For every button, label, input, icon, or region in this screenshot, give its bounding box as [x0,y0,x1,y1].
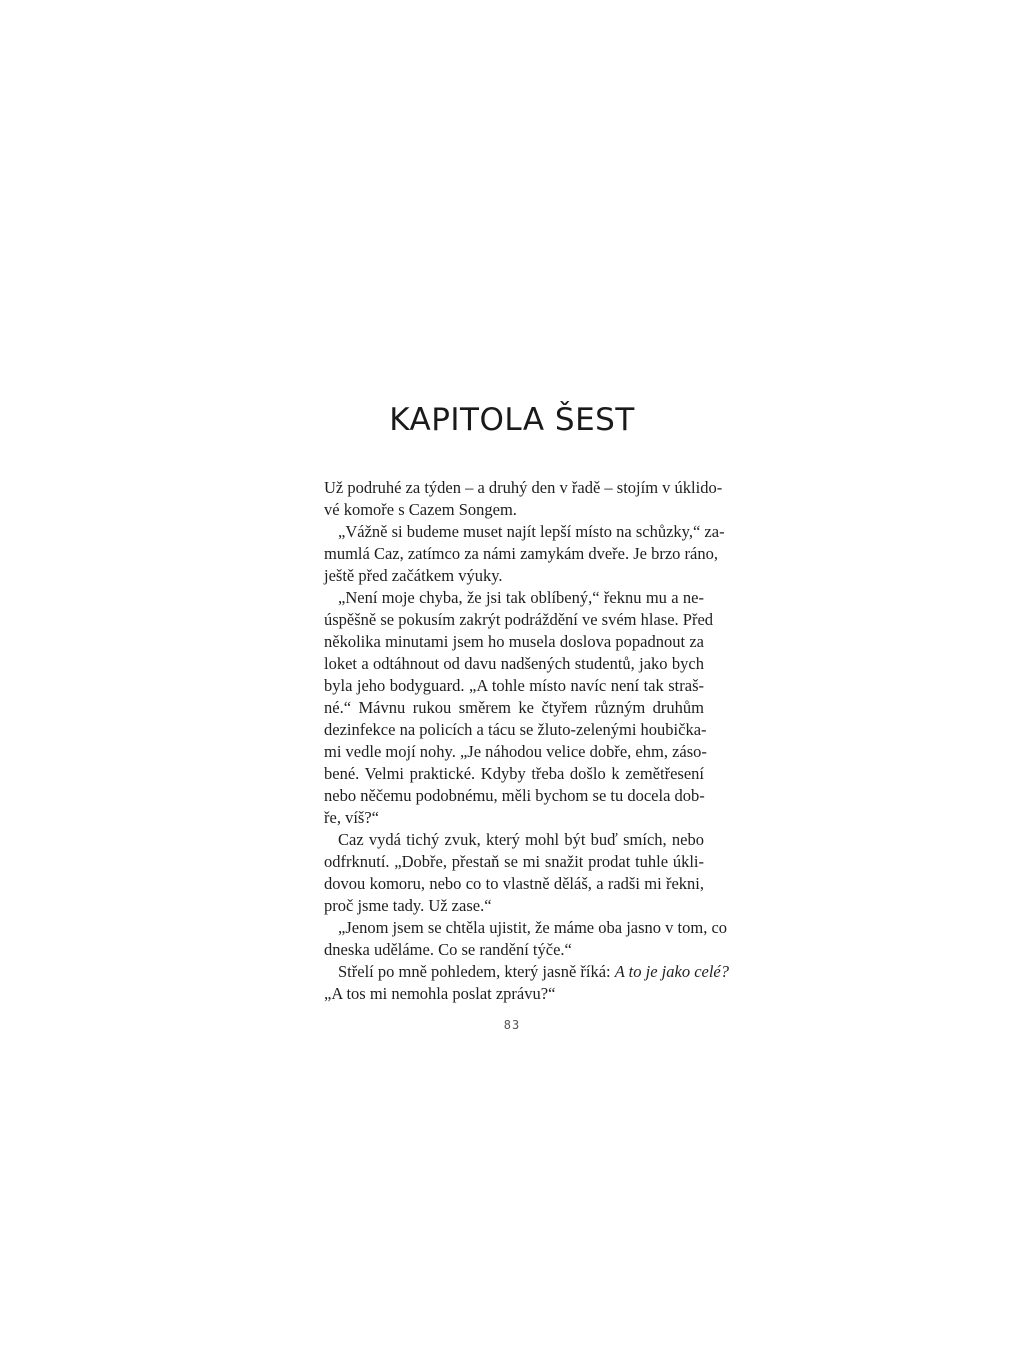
body-line: bené. Velmi praktické. Kdyby třeba došlo k zemětřesení [324,764,704,783]
body-line: několika minutami jsem ho musela doslova popadnout za [324,632,704,651]
body-line: Už podruhé za týden – a druhý den v řadě – stojím v úklido- [324,478,723,497]
body-line-italic-prefix: Střelí po mně pohledem, který jasně říká: [338,962,615,981]
body-line: mumlá Caz, zatímco za námi zamykám dveře. Je brzo ráno, [324,544,719,563]
body-line: vé komoře s Cazem Songem. [324,500,517,519]
body-line-final: „A tos mi nemohla poslat zprávu?“ [324,984,556,1003]
body-line: byla jeho bodyguard. „A tohle místo navíc není tak straš- [324,676,704,695]
body-line: dovou komoru, nebo co to vlastně děláš, a radši mi řekni, [324,874,704,893]
body-line: nebo něčemu podobnému, měli bychom se tu docela dob- [324,786,705,805]
body-line: ještě před začátkem výuky. [324,566,503,585]
body-line: mi vedle mojí nohy. „Je náhodou velice dobře, ehm, záso- [324,742,707,761]
body-line-italic-phrase: A to je jako celé? [614,962,730,981]
body-line: né.“ Mávnu rukou směrem ke čtyřem různým druhům [324,698,704,717]
body-line: úspěšně se pokusím zakrýt podráždění ve svém hlase. Před [324,610,714,629]
page-number: 83 [503,1018,521,1032]
body-line: „Není moje chyba, že jsi tak oblíbený,“ řeknu mu a ne- [338,588,704,607]
body-line: proč jsme tady. Už zase.“ [324,896,492,915]
body-line-italic [324,961,730,983]
body-line: Caz vydá tichý zvuk, který mohl být buď smích, nebo [338,830,704,849]
body-line: „Vážně si budeme muset najít lepší místo na schůzky,“ za- [338,522,725,541]
body-line: dneska uděláme. Co se randění týče.“ [324,940,572,959]
chapter-title: KAPITOLA ŠEST [389,402,635,438]
body-line: odfrknutí. „Dobře, přestaň se mi snažit prodat tuhle úkli- [324,852,704,871]
body-line: „Jenom jsem se chtěla ujistit, že máme oba jasno v tom, co [338,918,728,937]
body-line: ře, víš?“ [324,808,379,827]
body-line: dezinfekce na policích a tácu se žluto-zelenými houbička- [324,720,707,739]
body-lines [324,477,728,961]
body-line: loket a odtáhnout od davu nadšených studentů, jako bych [324,654,704,673]
chapter-body-text [324,477,730,1005]
